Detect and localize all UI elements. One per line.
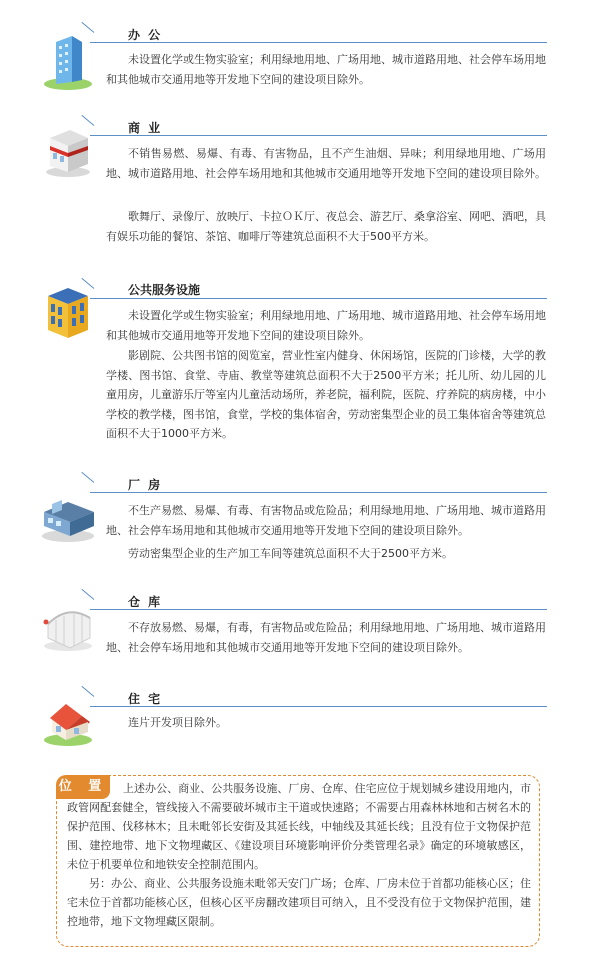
section-paragraph: 劳动密集型企业的生产加工车间等建筑总面积不大于2500平方米。 — [128, 547, 453, 560]
section-paragraph: 不存放易燃、易爆，有毒，有害物品或危险品；利用绿地用地、广场用地、城市道路用地、社会停车场用地和其他城市交通用地等开发地下空间的建设项目除外。 — [106, 621, 546, 654]
section-title: 公共服务设施 — [128, 283, 201, 297]
house-icon — [38, 690, 100, 752]
section-paragraph: 未设置化学或生物实验室；利用绿地用地、广场用地、城市道路用地、社会停车场用地和其他城市交通用地等开发地下空间的建设项目除外。 — [106, 53, 546, 86]
office-building-icon — [38, 30, 100, 92]
section-title: 仓 库 — [128, 595, 163, 609]
factory-icon — [38, 488, 100, 550]
section-title: 商 业 — [128, 121, 163, 135]
location-paragraph-1: 上述办公、商业、公共服务设施、厂房、仓库、住宅应位于规划城乡建设用地内，市政管网配套健全，管线接入不需要破坏城市主干道或快速路；不需要占用森林林地和古树名木的保护范围、伐移林木；且未毗邻长安街及其延长线，中轴线及其延长线；且没有位于文物保护范围、建控地带、地下文物埋藏区、《建设项目环境影响评价分类管理名录》确定的环境敏感区，未位于机要单位和地铁安全控制范围内。 — [67, 782, 531, 871]
section-paragraph: 影剧院、公共图书馆的阅览室，营业性室内健身、休闲场馆，医院的门诊楼，大学的教学楼、图书馆、食堂、寺庙、教堂等建筑总面积不大于2500平方米；托儿所、幼儿园的儿童用房，儿童游乐厅等室内儿童活动场所，养老院，福利院，医院、疗养院的病房楼，中小学校的教学楼，图书馆，食堂，学校的集体宿舍，劳动密集型企业的员工集体宿舍等建筑总面积不大于1000平方米。 — [106, 349, 546, 440]
section-paragraph: 连片开发项目除外。 — [128, 716, 227, 729]
shopping-mall-icon — [38, 120, 100, 182]
section-paragraph: 未设置化学或生物实验室；利用绿地用地、广场用地、城市道路用地、社会停车场用地和其他城市交通用地等开发地下空间的建设项目除外。 — [106, 309, 546, 342]
warehouse-icon — [38, 596, 100, 658]
location-paragraph-2: 另：办公、商业、公共服务设施未毗邻天安门广场；仓库、厂房未位于首都功能核心区；住宅未位于首都功能核心区，但核心区平房翻改建项目可纳入，且不受没有位于文物保护范围，建控地带，地下文物埋藏区限制。 — [67, 877, 531, 928]
location-label: 位 置 — [56, 775, 110, 799]
section-paragraph: 不销售易燃、易爆、有毒、有害物品，且不产生油烟、异味；利用绿地用地、广场用地、城市道路用地、社会停车场用地和其他城市交通用地等开发地下空间的建设项目除外。 — [106, 147, 546, 180]
section-paragraph: 不生产易燃、易爆、有毒、有害物品或危险品；利用绿地用地、广场用地、城市道路用地、社会停车场用地和其他城市交通用地等开发地下空间的建设项目除外。 — [106, 504, 546, 537]
section-title: 厂 房 — [128, 478, 163, 492]
section-paragraph: 歌舞厅、录像厅、放映厅、卡拉ＯＫ厅、夜总会、游艺厅、桑拿浴室、网吧、酒吧，具有娱乐功能的餐馆、茶馆、咖啡厅等建筑总面积不大于500平方米。 — [106, 210, 546, 243]
location-notice-box — [56, 775, 540, 947]
section-title: 办 公 — [128, 28, 163, 42]
public-service-building-icon — [38, 284, 100, 346]
section-title: 住 宅 — [128, 692, 163, 706]
